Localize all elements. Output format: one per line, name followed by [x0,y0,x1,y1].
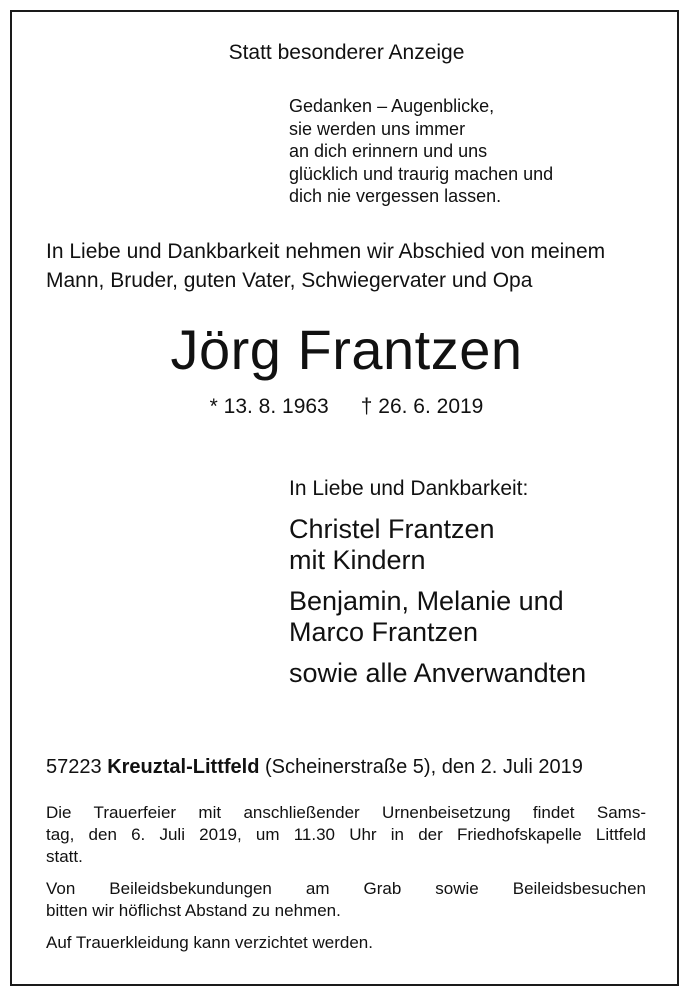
poem [289,95,553,208]
poem-line: an dich erinnern und uns [289,141,488,161]
funeral-note [46,802,646,868]
town-name: Kreuztal-Littfeld [107,756,260,778]
signature-intro: In Liebe und Dankbarkeit: [289,477,529,500]
header-text: Statt besonderer Anzeige [228,41,465,64]
note-line: tag, den 6. Juli 2019, um 11.30 Uhr in der Friedhofskapelle Littfeld [46,825,646,844]
death-date: † 26. 6. 2019 [360,395,484,418]
signers-block [289,514,586,699]
poem-line: sie werden uns immer [289,118,466,139]
signer-group [289,514,586,576]
zip-code: 57223 [46,756,102,778]
notes-block [46,802,646,964]
signer-line: Christel Frantzen [289,514,495,544]
note-line: statt. [46,847,83,866]
place-and-date [46,753,583,781]
signer-line: sowie alle Anverwandten [289,658,587,688]
note-line: Von Beileidsbekundungen am Grab sowie Beileidsbesuchen [46,879,646,898]
poem-line: dich nie vergessen lassen. [289,186,502,206]
deceased-name: Jörg Frantzen [170,318,523,381]
poem-line: Gedanken – Augenblicke, [289,96,495,116]
note-line: Auf Trauerkleidung kann verzichtet werden. [46,933,373,952]
note-line: bitten wir höflichst Abstand zu nehmen. [46,901,341,920]
intro-text [46,237,605,295]
signer-group [289,658,586,689]
birth-date: * 13. 8. 1963 [209,395,329,418]
dress-note [46,932,646,954]
poem-line: glücklich und traurig machen und [289,163,554,184]
signer-line: Benjamin, Melanie und [289,586,564,616]
condolence-note [46,878,646,922]
signer-group [289,586,586,648]
life-dates [0,393,693,421]
intro-line: In Liebe und Dankbarkeit nehmen wir Abschied von meinem [46,240,606,263]
note-line: Die Trauerfeier mit anschließender Urnenbeisetzung findet Sams- [46,803,646,822]
signer-line: Marco Frantzen [289,617,479,647]
intro-line: Mann, Bruder, guten Vater, Schwiegervater und Opa [46,269,533,292]
street-and-date: (Scheinerstraße 5), den 2. Juli 2019 [264,756,583,778]
signer-line: mit Kindern [289,545,426,575]
